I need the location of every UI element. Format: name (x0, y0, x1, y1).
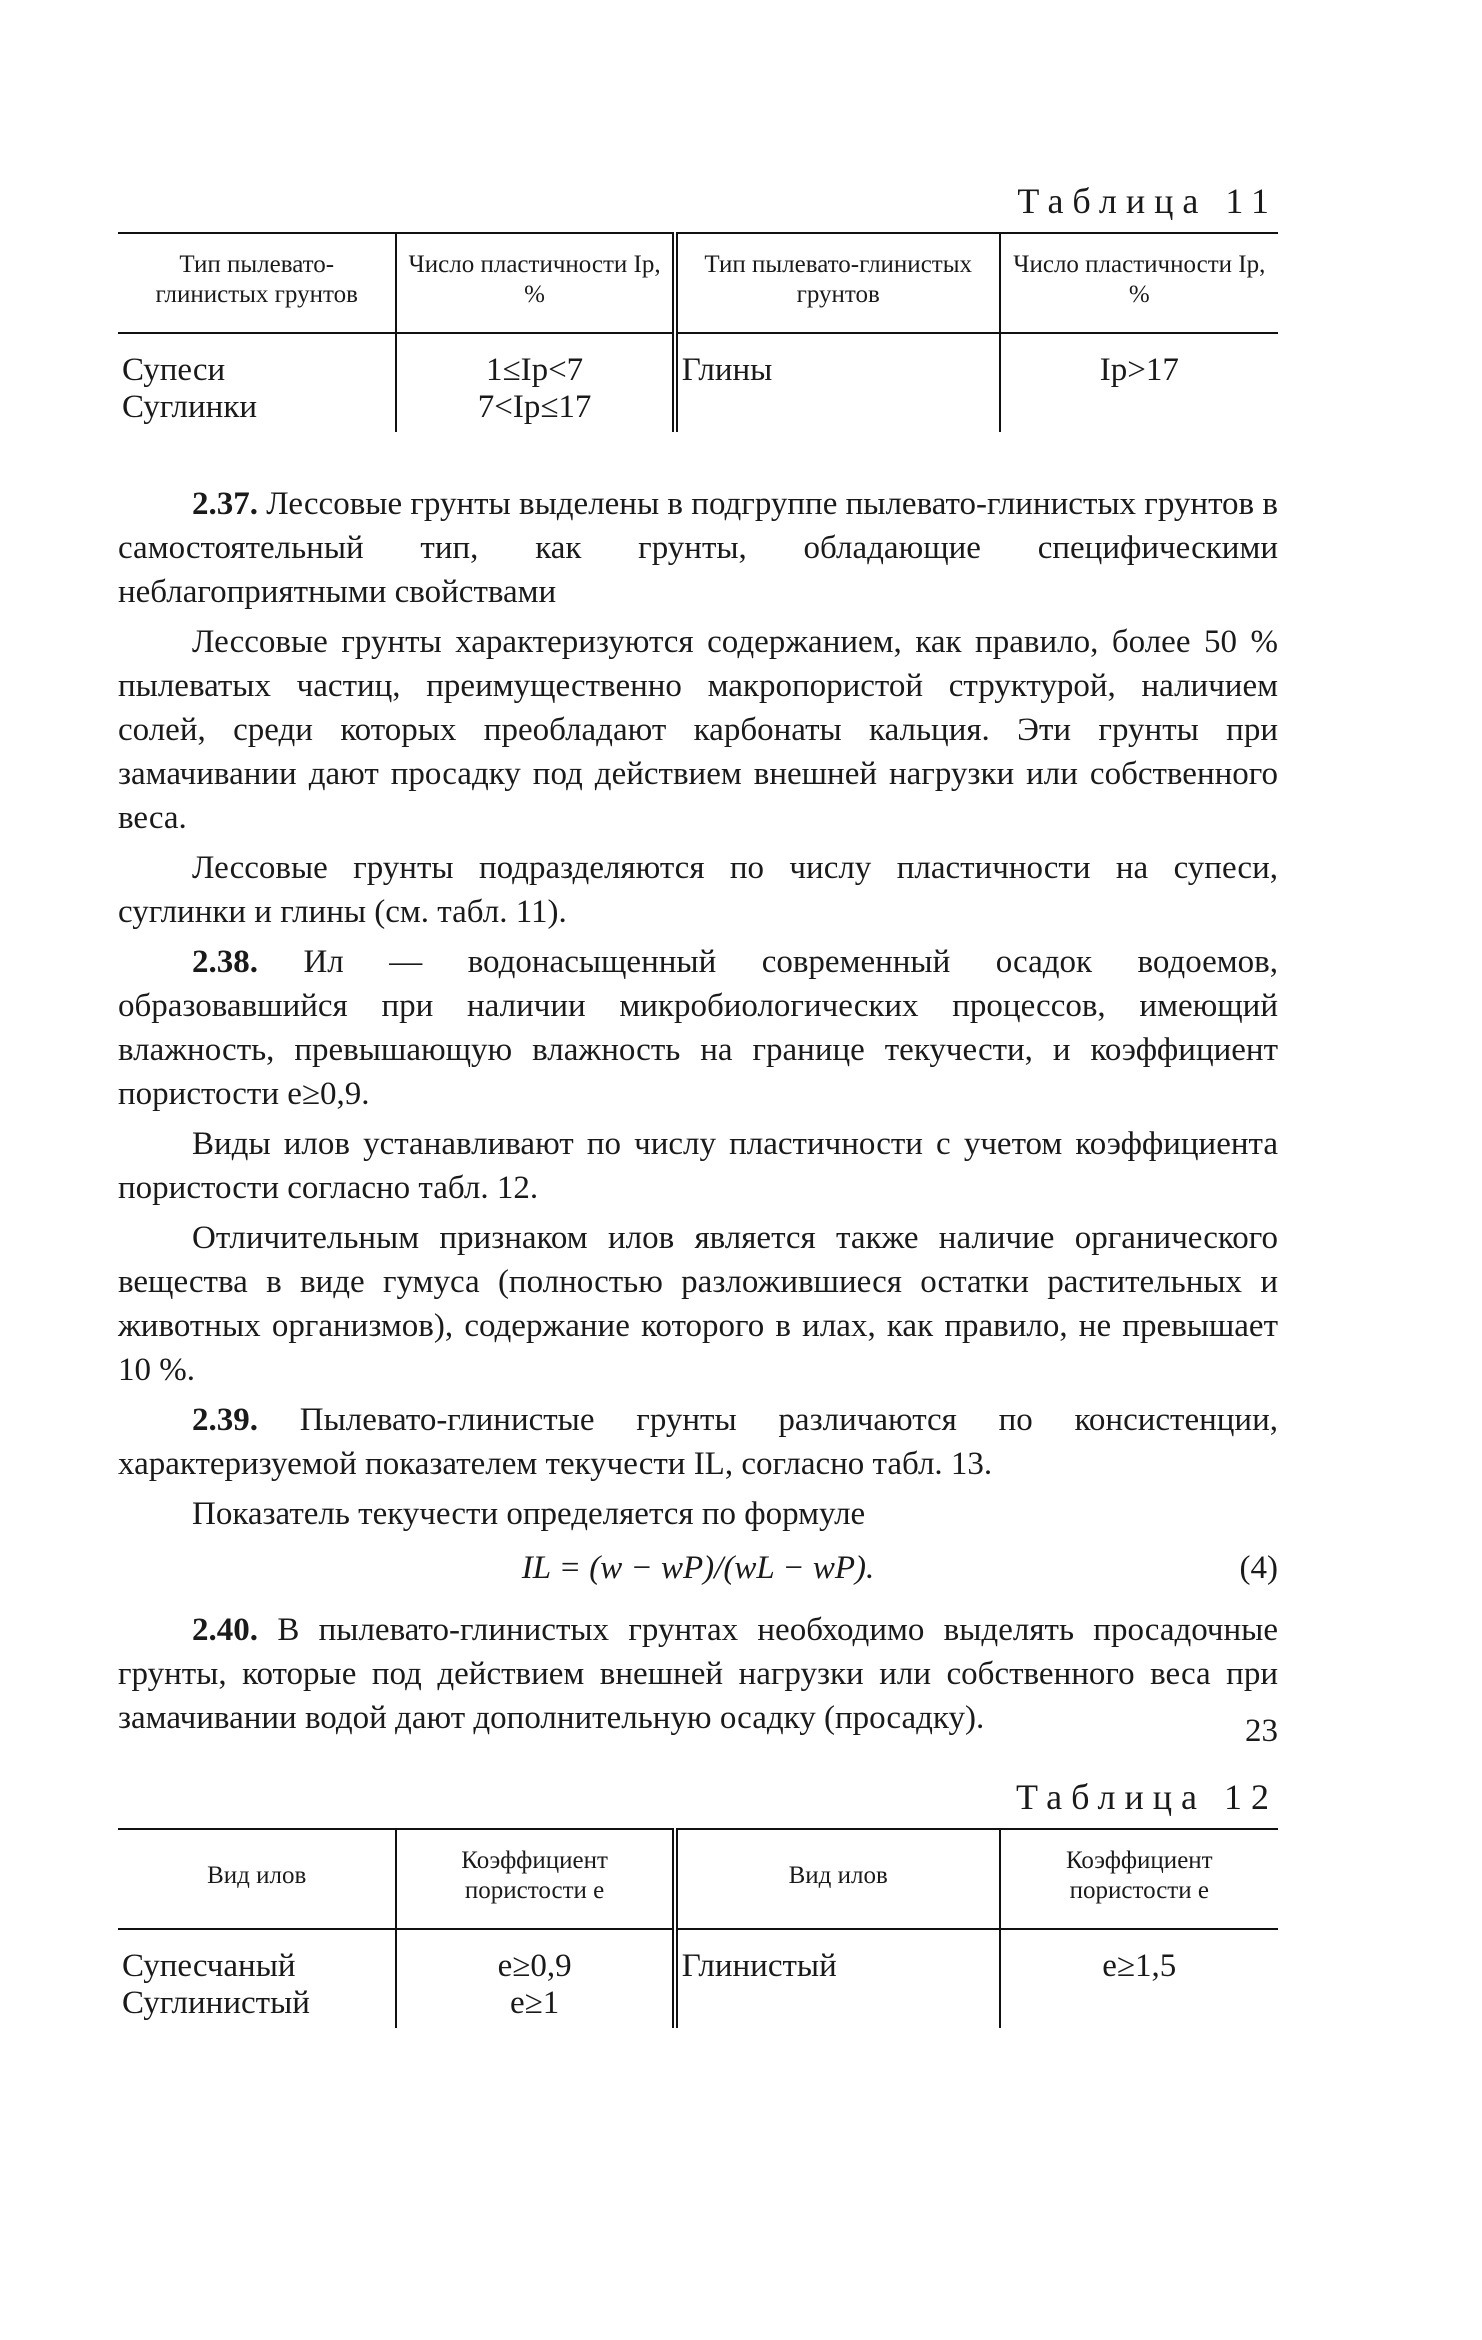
table-11-header-soil-type: Тип пылевато-глинистых грунтов (675, 233, 1000, 333)
table-11-header-plasticity: Число пластичности Ip, % (1013, 251, 1266, 308)
table-12-header-porosity: Коэффициент пористости e (1065, 1847, 1213, 1904)
table-cell (675, 333, 1000, 432)
paragraph-text: Пылевато-глинистые грунты различаются по консистенции, характеризуемой показателем текучести IL, согласно табл. 13. (118, 1402, 1278, 1482)
paragraph-text: Ил — водонасыщенный современный осадок водоемов, образовавшийся при наличии микробиологических процессов, имеющий влажность, превышающую влажность на границе текучести, и коэффициент пористости e≥0,9. (118, 944, 1278, 1112)
soil-type-sandy-loam: Супеси (122, 352, 226, 388)
formula-4 (118, 1546, 1278, 1590)
paragraph-text: Лессовые грунты характеризуются содержанием, как правило, более 50 % пылеватых частиц, преимущественно макропористой структурой, наличием солей, среди которых преобладают карбонаты кальция. Эти грунты при замачивании дают просадку под действием внешней нагрузки или собственного веса. (118, 624, 1278, 836)
table-11-header-soil-type: Тип пылевато-глинистых грунтов (118, 233, 396, 333)
table-12 (118, 1828, 1278, 2028)
table-cell (118, 1929, 396, 2028)
table-12-caption: Таблица 12 (1016, 1777, 1278, 1817)
porosity-value-sandy: e≥0,9 (497, 1948, 572, 1984)
silt-type-loamy: Суглинистый (122, 1985, 310, 2021)
table-12-header-silt-type: Вид илов (118, 1829, 396, 1929)
clause-number: 2.40. (192, 1612, 258, 1648)
paragraph (118, 1122, 1278, 1210)
paragraph-text: Отличительным признаком илов является также наличие органического вещества в виде гумуса (полностью разложившиеся остатки растительных и животных организмов), содержание которого в илах, как правило, не превышает 10 %. (118, 1220, 1278, 1388)
paragraph-2-40 (118, 1608, 1278, 1740)
table-row (118, 1929, 1278, 2028)
paragraph-2-37 (118, 482, 1278, 614)
silt-type-sandy: Супесчаный (122, 1948, 296, 1984)
table-cell (396, 333, 674, 432)
table-cell (675, 1929, 1000, 2028)
plasticity-range-clay: Ip>17 (1099, 352, 1179, 388)
table-11-caption: Таблица 11 (1017, 181, 1278, 221)
table-12-header-silt-type: Вид илов (675, 1829, 1000, 1929)
paragraph-text: Виды илов устанавливают по числу пластичности с учетом коэффициента пористости согласно табл. 12. (118, 1126, 1278, 1206)
formula-text: IL = (w − wP)/(wL − wP). (521, 1550, 875, 1586)
table-12-header-porosity: Коэффициент пористости e (396, 1829, 674, 1929)
formula-number: (4) (1239, 1550, 1278, 1586)
paragraph-text: В пылевато-глинистых грунтах необходимо выделять просадочные грунты, которые под действием внешней нагрузки или собственного веса при замачивании водой дают дополнительную осадку (просадку). (118, 1612, 1278, 1736)
paragraph-2-39 (118, 1398, 1278, 1486)
clause-number: 2.37. (192, 486, 258, 522)
table-cell (118, 333, 396, 432)
porosity-value-clayey: e≥1,5 (1102, 1948, 1177, 1984)
table-row (118, 333, 1278, 432)
table-11-header-row (118, 233, 1278, 333)
porosity-value-loamy: e≥1 (509, 1985, 560, 2021)
silt-type-clayey: Глинистый (681, 1948, 837, 1984)
paragraph-2-38 (118, 940, 1278, 1116)
clause-number: 2.38. (192, 944, 258, 980)
paragraph (118, 1492, 1278, 1536)
document-page (118, 180, 1278, 2028)
plasticity-range-loam: 7<Ip≤17 (477, 389, 592, 425)
paragraph-text: Лессовые грунты выделены в подгруппе пылевато-глинистых грунтов в самостоятельный тип, как грунты, обладающие специфическими неблагоприятными свойствами (118, 486, 1278, 610)
table-12-header-row (118, 1829, 1278, 1929)
table-cell (1000, 1929, 1278, 2028)
table-11 (118, 232, 1278, 432)
clause-number: 2.39. (192, 1402, 258, 1438)
paragraph-text: Показатель текучести определяется по формуле (192, 1496, 866, 1532)
soil-type-clay: Глины (681, 352, 773, 388)
page-number: 23 (1245, 1713, 1278, 1749)
paragraph (118, 1216, 1278, 1392)
table-11-header-plasticity: Число пластичности Ip, % (396, 233, 674, 333)
paragraph (118, 846, 1278, 934)
table-cell (1000, 333, 1278, 432)
paragraph-text: Лессовые грунты подразделяются по числу пластичности на супеси, суглинки и глины (см. табл. 11). (118, 850, 1278, 930)
soil-type-loam: Суглинки (122, 389, 258, 425)
plasticity-range-sandy-loam: 1≤Ip<7 (485, 352, 584, 388)
paragraph (118, 620, 1278, 840)
table-cell (396, 1929, 674, 2028)
